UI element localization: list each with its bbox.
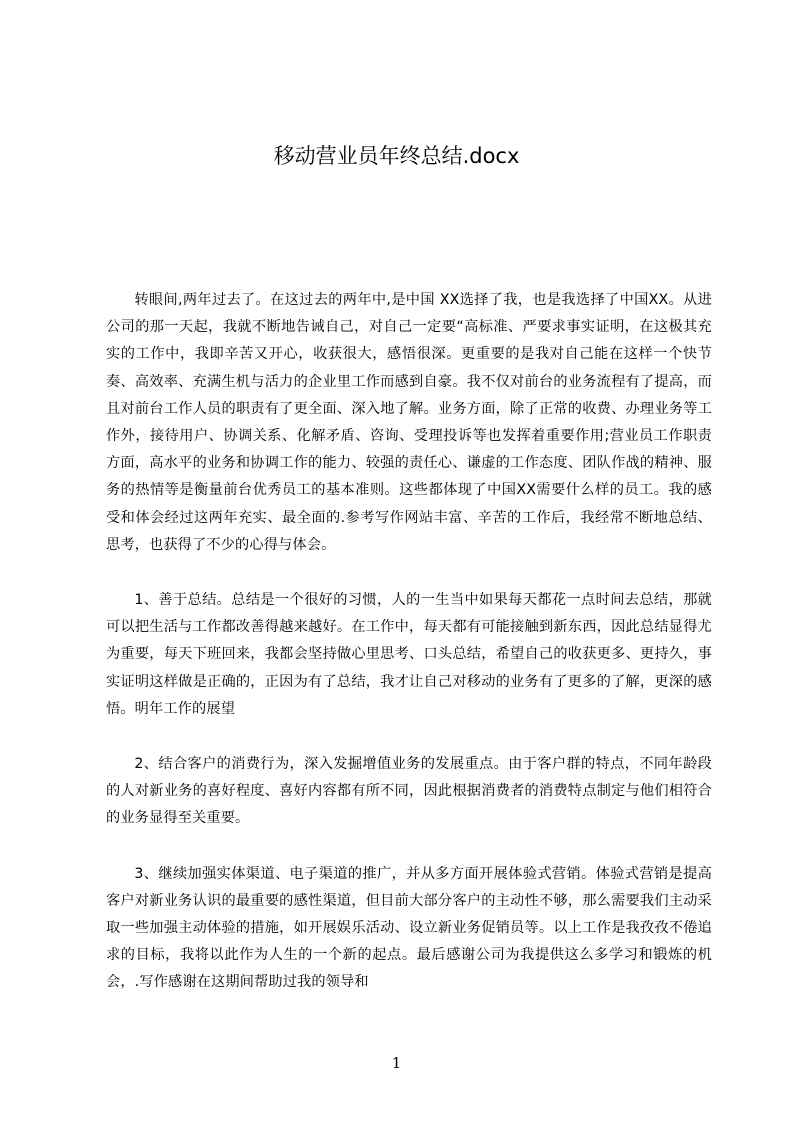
paragraph-point-1: 1、善于总结。总结是一个很好的习惯，人的一生当中如果每天都花一点时间去总结，那就可以把生活与工作都改善得越来越好。在工作中，每天都有可能接触到新东西，因此总结显得尤为重要，每天下班回来，我都会坚持做心里思考、口头总结，希望自己的收获更多、更持久，事实证明这样做是正确的，正因为有了总结，我才让自己对移动的业务有了更多的了解，更深的感悟。明年工作的展望 [106,592,712,717]
paragraph-point-3: 3、继续加强实体渠道、电子渠道的推广，并从多方面开展体验式营销。体验式营销是提高客户对新业务认识的最重要的感性渠道，但目前大部分客户的主动性不够，那么需要我们主动采取一些加强主动体验的措施，如开展娱乐活动、设立新业务促销员等。以上工作是我孜孜不倦追求的目标，我将以此作为人生的一个新的起点。最后感谢公司为我提供这么多学习和锻炼的机会，.写作感谢在这期间帮助过我的领导和 [106,865,712,991]
document-title: 移动营业员年终总结.docx [273,144,520,168]
paragraph-point-2: 2、结合客户的消费行为，深入发掘增值业务的发展重点。由于客户群的特点，不同年龄段的人对新业务的喜好程度、喜好内容都有所不同，因此根据消费者的消费特点制定与他们相符合的业务显得至关重要。 [106,756,712,827]
document-body [106,287,712,1025]
page-number: 1 [391,1054,402,1072]
paragraph-intro: 转眼间,两年过去了。在这过去的两年中,是中国 XX选择了我，也是我选择了中国XX。从进公司的那一天起，我就不断地告诫自己，对自己一定要“高标准、严要求事实证明，在这极其充实的工作中，我即辛苦又开心，收获很大，感悟很深。更重要的是我对自己能在这样一个快节奏、高效率、充满生机与活力的企业里工作而感到自豪。我不仅对前台的业务流程有了提高，而且对前台工作人员的职责有了更全面、深入地了解。业务方面，除了正常的收费、办理业务等工作外，接待用户、协调关系、化解矛盾、咨询、受理投诉等也发挥着重要作用;营业员工作职责方面，高水平的业务和协调工作的能力、较强的责任心、谦虚的工作态度、团队作战的精神、服务的热情等是衡量前台优秀员工的基本准则。这些都体现了中国XX需要什么样的员工。我的感受和体会经过这两年充实、最全面的.参考写作网站丰富、辛苦的工作后，我经常不断地总结、思考，也获得了不少的心得与体会。 [106,292,712,553]
